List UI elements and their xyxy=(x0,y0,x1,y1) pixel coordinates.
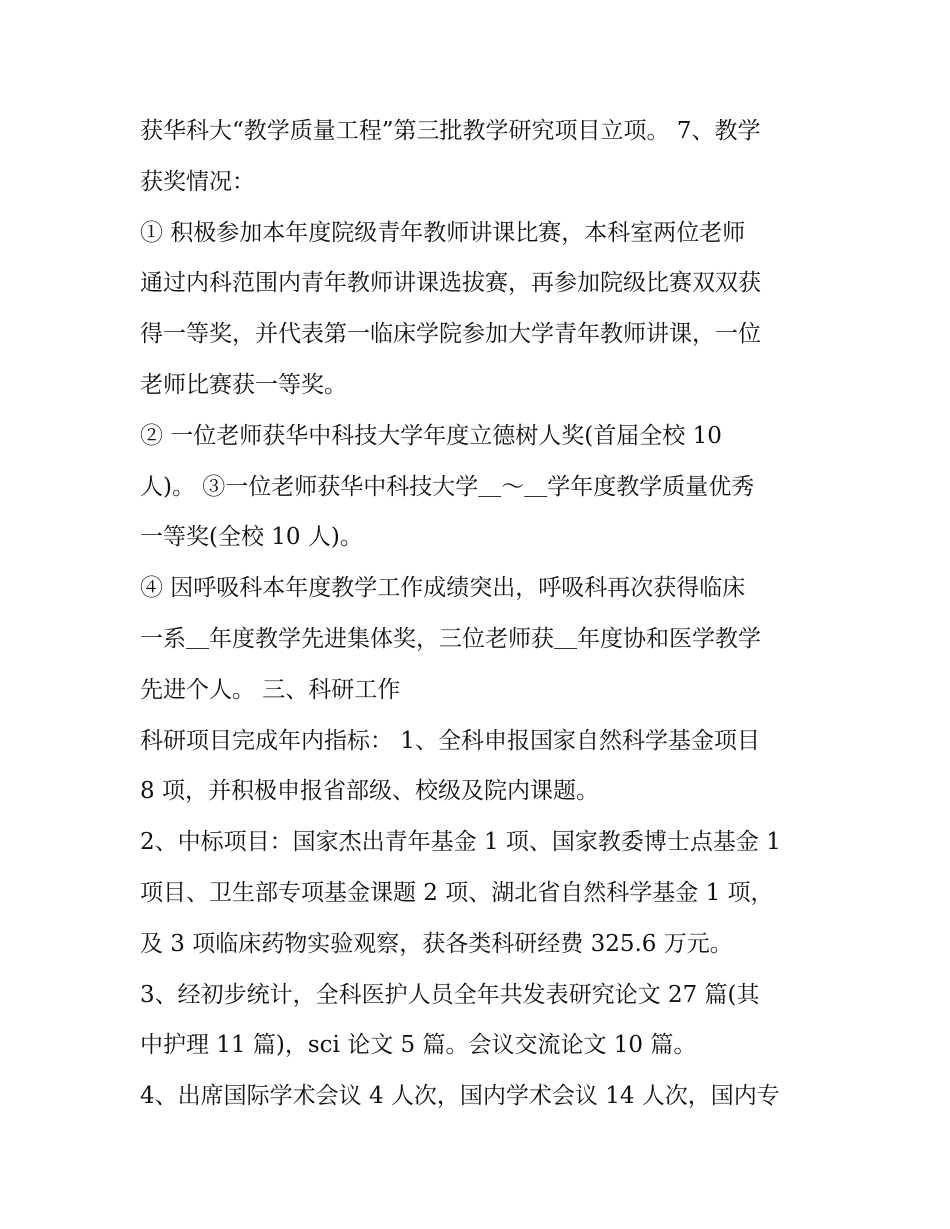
text-line-15: 2、中标项目：国家杰出青年基金 1 项、国家教委博士点基金 1 xyxy=(140,829,781,856)
text-line-5: 得一等奖，并代表第一临床学院参加大学青年教师讲课，一位 xyxy=(140,321,761,348)
text-line-19: 中护理 11 篇)，sci 论文 5 篇。会议交流论文 10 篇。 xyxy=(140,1032,697,1059)
text-line-16: 项目、卫生部专项基金课题 2 项、湖北省自然科学基金 1 项， xyxy=(140,879,774,906)
text-line-3: ① 积极参加本年度院级青年教师讲课比赛，本科室两位老师 xyxy=(140,219,746,246)
text-line-7: ② 一位老师获华中科技大学年度立德树人奖(首届全校 10 xyxy=(140,422,722,449)
text-line-9: 一等奖(全校 10 人)。 xyxy=(140,524,363,551)
text-line-20: 4、出席国际学术会议 4 人次，国内学术会议 14 人次，国内专 xyxy=(140,1083,780,1110)
text-line-1: 获华科大“教学质量工程”第三批教学研究项目立项。 7、教学 xyxy=(140,118,761,144)
text-line-4: 通过内科范围内青年教师讲课选拔赛，再参加院级比赛双双获 xyxy=(140,270,761,297)
text-line-8: 人)。 ③一位老师获华中科技大学＿～＿学年度教学质量优秀 xyxy=(140,473,755,500)
text-line-12: 先进个人。 三、科研工作 xyxy=(140,676,401,703)
text-line-11: 一系＿年度教学先进集体奖，三位老师获＿年度协和医学教学 xyxy=(140,625,761,652)
text-line-10: ④ 因呼吸科本年度教学工作成绩突出，呼吸科再次获得临床 xyxy=(140,575,746,602)
text-line-2: 获奖情况： xyxy=(140,168,255,195)
text-line-14: 8 项，并积极申报省部级、校级及院内课题。 xyxy=(140,778,599,805)
text-line-6: 老师比赛获一等奖。 xyxy=(140,371,347,398)
text-line-18: 3、经初步统计，全科医护人员全年共发表研究论文 27 篇(其 xyxy=(140,981,760,1008)
text-line-13: 科研项目完成年内指标： 1、全科申报国家自然科学基金项目 xyxy=(140,727,760,754)
text-line-17: 及 3 项临床药物实验观察，获各类科研经费 325.6 万元。 xyxy=(140,930,733,957)
body-text xyxy=(140,106,820,1122)
